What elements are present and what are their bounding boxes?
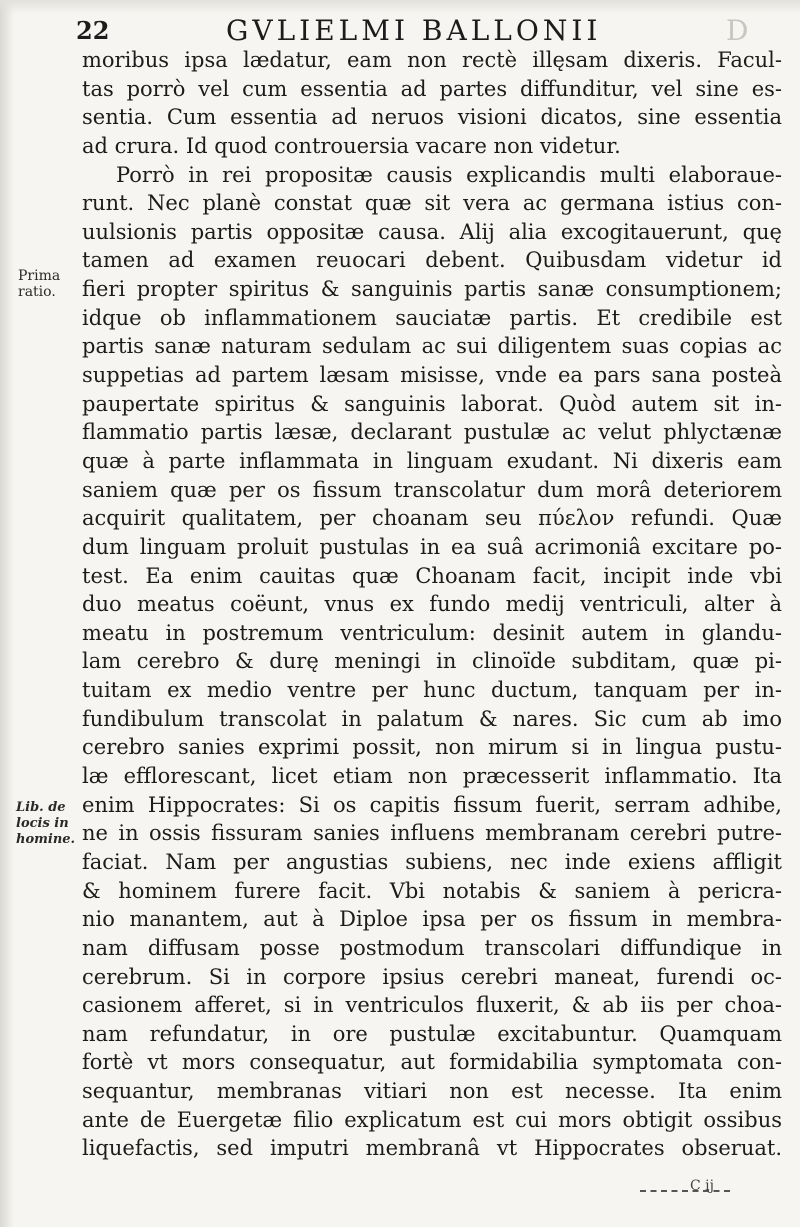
text-line: meatu in postremum ventriculum: desinit autem in glandu- [82,620,782,645]
text-line: Porrò in rei propositæ causis explicandis multi elaboraue- [116,162,782,187]
text-line: moribus ipsa lædatur, eam non rectè illęsam dixeris. Facul- [82,48,782,72]
text-line: ad crura. Id quod controuersia vacare non videtur. [82,133,621,158]
page-gutter-shadow [0,0,14,1227]
margin-note-prima-ratio [18,268,60,300]
footer-rule [640,1190,730,1192]
text-line: dum linguam proluit pustulas in ea suâ acrimoniâ excitare po- [82,534,782,559]
catchword: C ij [690,1178,714,1194]
text-line: liquefactis, sed imputri membranâ vt Hippocrates obseruat. [82,1136,782,1161]
margin-note-line: Prima [18,268,61,284]
text-line: tuitam ex medio ventre per hunc ductum, tanquam per in- [82,678,782,703]
text-line: enim Hippocrates: Si os capitis fissum fuerit, serram adhibe, [82,792,782,817]
text-line: læ efflorescant, licet etiam non præcesserit inflammatio. Ita [82,764,782,789]
margin-note-line: homine. [16,832,76,847]
text-line: uulsionis partis oppositæ causa. Alij alia excogitauerunt, quę [82,219,782,244]
text-line: tas porrò vel cum essentia ad partes diffunditur, vel sine es- [82,76,782,101]
text-line: ante de Euergetæ filio explicatum est cui mors obtigit ossibus [82,1107,782,1132]
text-line: cerebrum. Si in corpore ipsius cerebri maneat, furendi oc- [82,964,782,989]
text-line: partis sanæ naturam sedulam ac sui diligentem suas copias ac [82,334,782,359]
text-line: fundibulum transcolat in palatum & nares. Sic cum ab imo [82,706,782,731]
text-line: duo meatus coëunt, vnus ex fundo medij ventriculi, alter à [82,592,782,617]
text-line: sentia. Cum essentia ad neruos visioni dicatos, sine essentia [82,105,782,130]
page-top-shadow [0,0,800,14]
page-footer [640,1180,740,1200]
text-line: ne in ossis fissuram sanies influens membranam cerebri putre- [82,821,782,846]
text-line: faciat. Nam per angustias subiens, nec inde exiens affligit [82,849,782,874]
text-line: acquirit qualitatem, per choanam seu πύελον refundi. Quæ [82,506,782,531]
running-head: GVLIELMI BALLONII [226,14,602,47]
text-line: nam diffusam posse postmodum transcolari diffundique in [82,935,782,960]
show-through-letter: D [726,14,749,47]
text-line: runt. Nec planè constat quæ sit vera ac germana istius con- [82,191,782,216]
text-line: sequantur, membranas vitiari non est necesse. Ita enim [82,1079,782,1104]
text-line: paupertate spiritus & sanguinis laborat. Quòd autem sit in- [82,391,782,416]
text-line: idque ob inflammationem sauciatæ partis. Et credibile est [82,305,782,330]
text-line: cerebro sanies exprimi possit, non mirum si in lingua pustu- [82,735,782,760]
text-line: casionem afferet, si in ventriculos fluxerit, & ab iis per choa- [82,993,782,1018]
text-line: flammatio partis læsæ, declarant pustulæ ac velut phlyctænæ [82,420,782,445]
margin-note-citation [16,800,75,848]
margin-note-line: locis in [16,816,69,831]
text-line: saniem quæ per os fissum transcolatur dum morâ deteriorem [82,477,782,502]
text-line: fortè vt mors consequatur, aut formidabilia symptomata con- [82,1050,782,1075]
body-text [82,46,782,1163]
text-line: tamen ad examen reuocari debent. Quibusdam videtur id [82,248,782,273]
text-line: nio manantem, aut à Diploe ipsa per os fissum in membra- [82,907,782,932]
text-line: nam refundatur, in ore pustulæ excitabuntur. Quamquam [82,1021,782,1046]
page-number: 22 [76,16,110,45]
text-line: quæ à parte inflammata in linguam exudant. Ni dixeris eam [82,448,782,473]
margin-note-line: ratio. [18,284,56,300]
margin-note-line: Lib. de [16,800,66,815]
text-line: lam cerebro & durę meningi in clinoïde subditam, quæ pi- [82,649,782,674]
page-header [76,14,776,48]
text-line: fieri propter spiritus & sanguinis partis sanæ consumptionem; [82,277,782,302]
text-line: & hominem furere facit. Vbi notabis & saniem à pericra- [82,878,782,903]
text-line: suppetias ad partem læsam misisse, vnde ea pars sana posteà [82,363,782,388]
text-line: test. Ea enim cauitas quæ Choanam facit, incipit inde vbi [82,563,782,588]
